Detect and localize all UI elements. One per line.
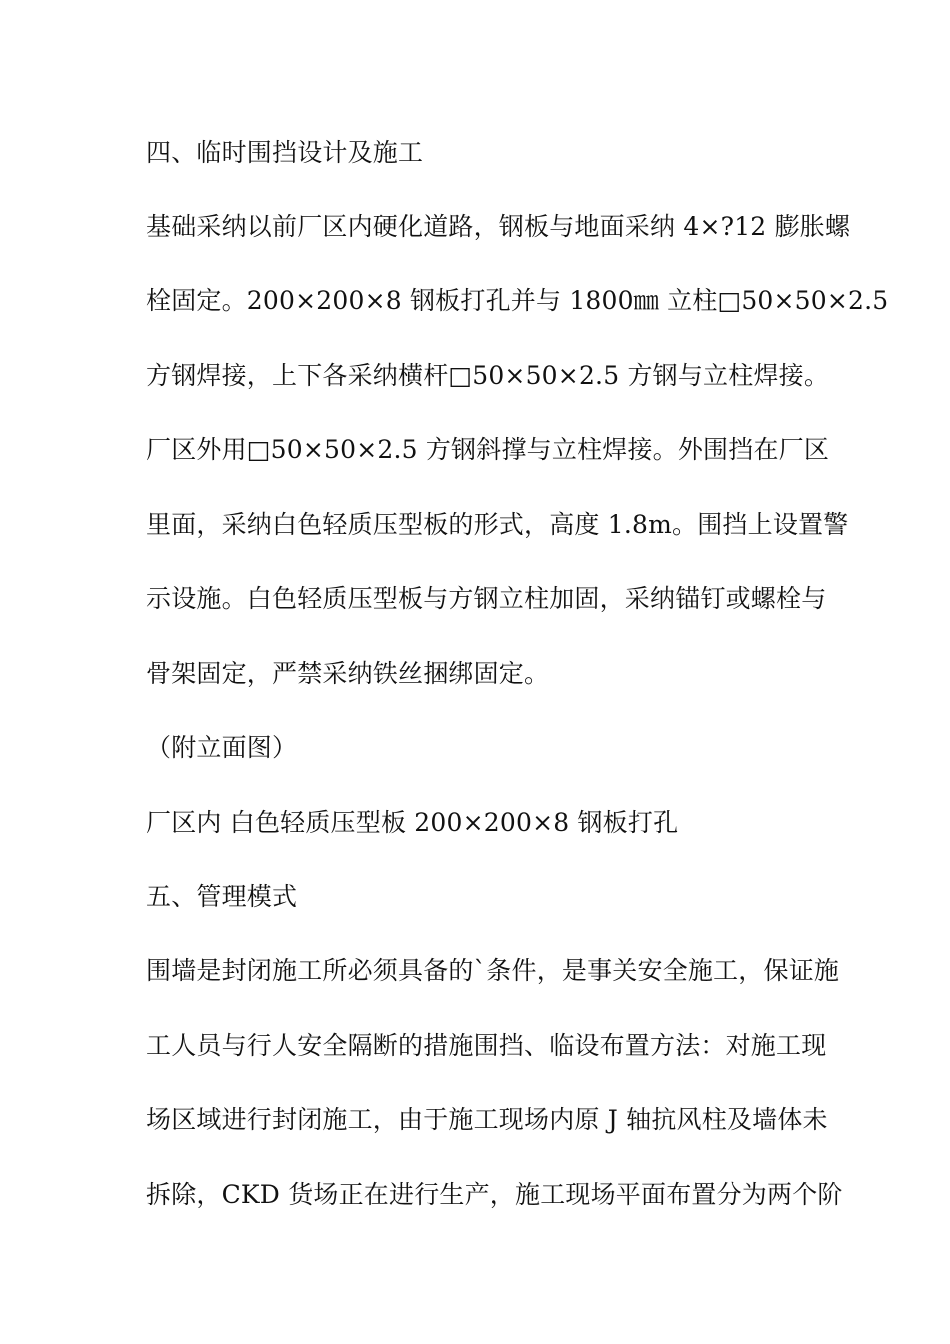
figure-labels: 厂区内 白色轻质压型板 200×200×8 钢板打孔 bbox=[146, 808, 679, 837]
paragraph-line: 方钢焊接，上下各采纳横杆□50×50×2.5 方钢与立柱焊接。 bbox=[146, 361, 830, 390]
paragraph-line: 基础采纳以前厂区内硬化道路，钢板与地面采纳 4×?12 膨胀螺 bbox=[146, 212, 851, 241]
section-5-heading: 五、管理模式 bbox=[146, 882, 298, 911]
section-4-heading: 四、临时围挡设计及施工 bbox=[146, 138, 424, 167]
paragraph-line: 示设施。白色轻质压型板与方钢立柱加固，采纳锚钉或螺栓与 bbox=[146, 584, 827, 613]
figure-note: （附立面图） bbox=[146, 733, 298, 762]
paragraph-line: 骨架固定，严禁采纳铁丝捆绑固定。 bbox=[146, 659, 550, 688]
paragraph-line: 场区域进行封闭施工，由于施工现场内原 J 轴抗风柱及墙体未 bbox=[146, 1105, 828, 1134]
paragraph-line: 里面，采纳白色轻质压型板的形式，高度 1.8m。围挡上设置警 bbox=[146, 510, 849, 539]
paragraph-line: 围墙是封闭施工所必须具备的`条件，是事关安全施工，保证施 bbox=[146, 956, 840, 985]
paragraph-line: 厂区外用□50×50×2.5 方钢斜撑与立柱焊接。外围挡在厂区 bbox=[146, 435, 830, 464]
paragraph-line: 拆除，CKD 货场正在进行生产，施工现场平面布置分为两个阶 bbox=[146, 1180, 843, 1209]
paragraph-line: 栓固定。200×200×8 钢板打孔并与 1800㎜ 立柱□50×50×2.5 bbox=[146, 286, 889, 315]
paragraph-line: 工人员与行人安全隔断的措施围挡、临设布置方法：对施工现 bbox=[146, 1031, 827, 1060]
